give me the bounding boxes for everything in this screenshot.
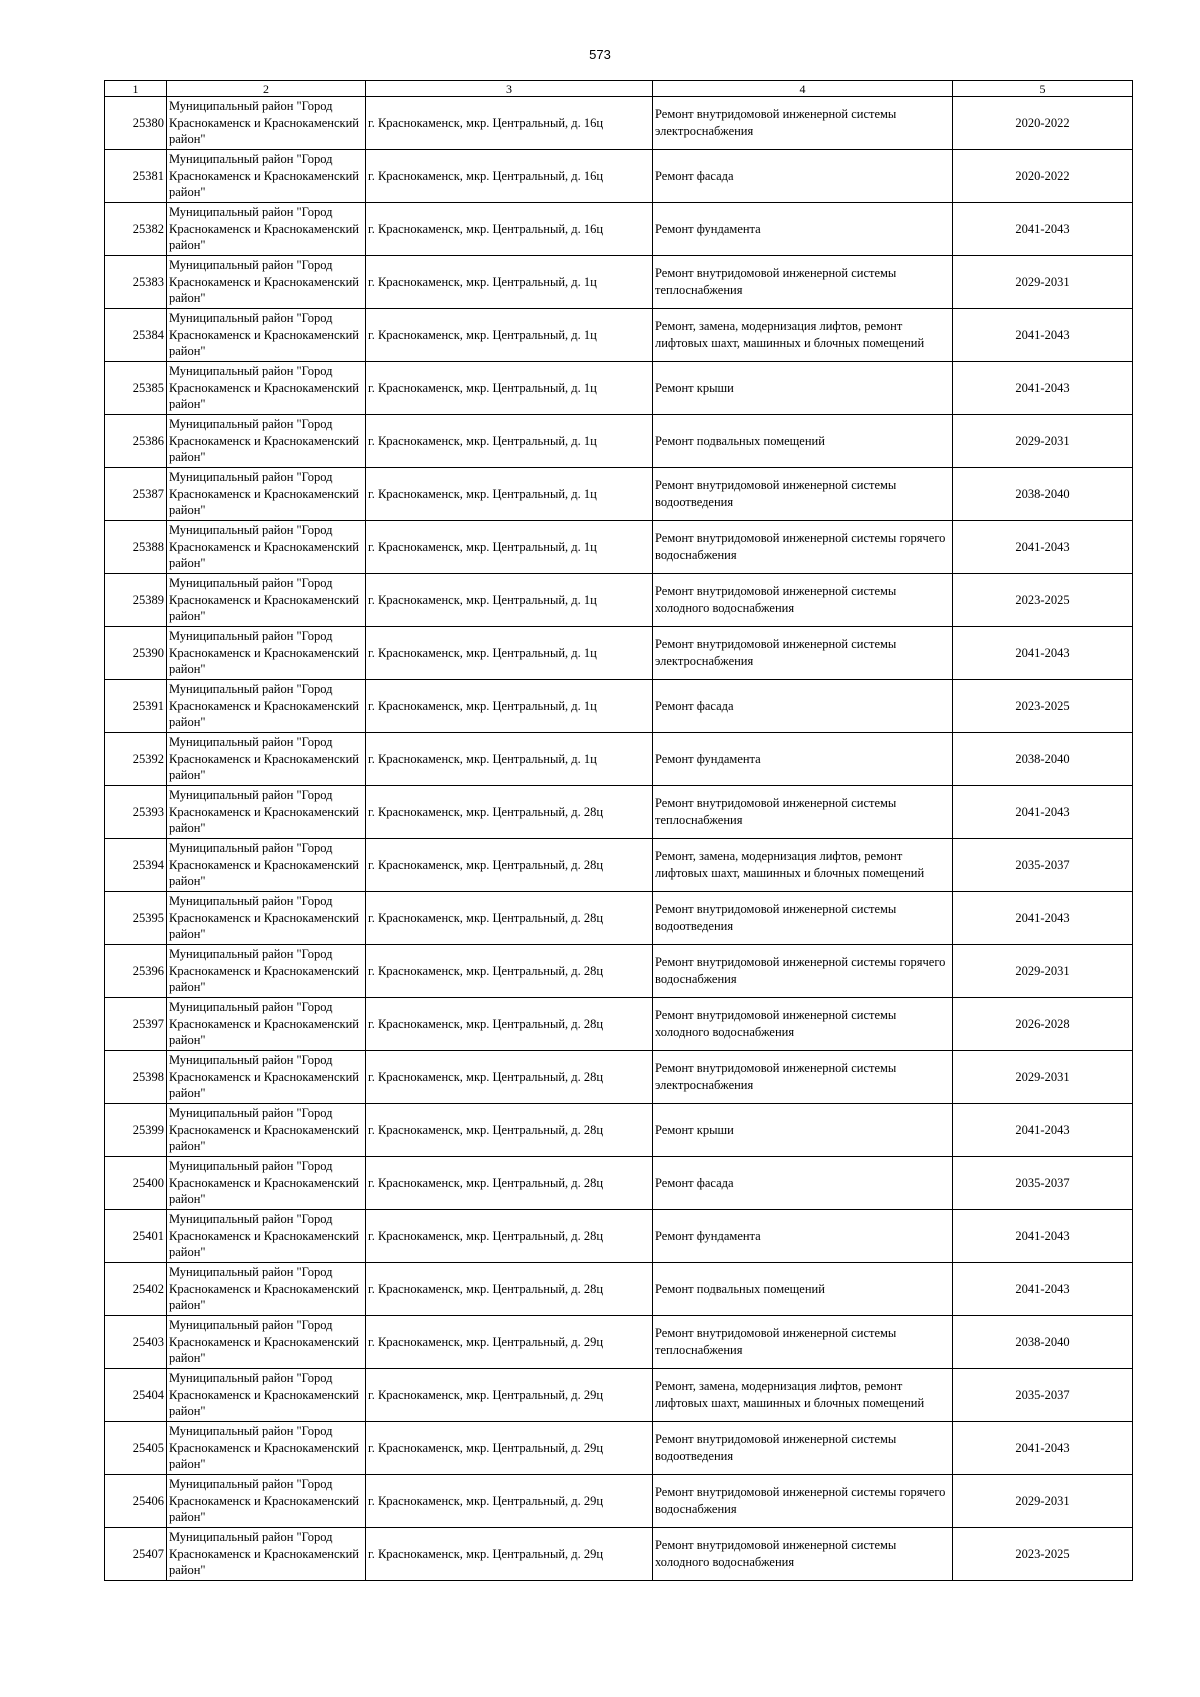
row-number-cell: 25395 bbox=[105, 892, 167, 945]
row-number-cell: 25397 bbox=[105, 998, 167, 1051]
period-cell: 2023-2025 bbox=[953, 680, 1133, 733]
period-cell: 2029-2031 bbox=[953, 415, 1133, 468]
row-number-cell: 25400 bbox=[105, 1157, 167, 1210]
district-cell: Муниципальный район "Город Краснокаменск и Краснокаменский район" bbox=[167, 1263, 366, 1316]
column-header: 3 bbox=[366, 81, 653, 97]
period-cell: 2020-2022 bbox=[953, 150, 1133, 203]
address-cell: г. Краснокаменск, мкр. Центральный, д. 28ц bbox=[366, 892, 653, 945]
work-type-cell: Ремонт подвальных помещений bbox=[653, 415, 953, 468]
column-header: 4 bbox=[653, 81, 953, 97]
work-type-cell: Ремонт крыши bbox=[653, 1104, 953, 1157]
district-cell: Муниципальный район "Город Краснокаменск и Краснокаменский район" bbox=[167, 1210, 366, 1263]
district-cell: Муниципальный район "Город Краснокаменск и Краснокаменский район" bbox=[167, 1316, 366, 1369]
work-type-cell: Ремонт фасада bbox=[653, 1157, 953, 1210]
column-header: 5 bbox=[953, 81, 1133, 97]
address-cell: г. Краснокаменск, мкр. Центральный, д. 1ц bbox=[366, 468, 653, 521]
table-row bbox=[105, 574, 1133, 627]
address-cell: г. Краснокаменск, мкр. Центральный, д. 1ц bbox=[366, 521, 653, 574]
district-cell: Муниципальный район "Город Краснокаменск и Краснокаменский район" bbox=[167, 1157, 366, 1210]
work-type-cell: Ремонт внутридомовой инженерной системы водоотведения bbox=[653, 468, 953, 521]
address-cell: г. Краснокаменск, мкр. Центральный, д. 28ц bbox=[366, 786, 653, 839]
work-type-cell: Ремонт внутридомовой инженерной системы холодного водоснабжения bbox=[653, 1528, 953, 1581]
address-cell: г. Краснокаменск, мкр. Центральный, д. 28ц bbox=[366, 945, 653, 998]
work-type-cell: Ремонт, замена, модернизация лифтов, ремонт лифтовых шахт, машинных и блочных помещений bbox=[653, 839, 953, 892]
work-type-cell: Ремонт, замена, модернизация лифтов, ремонт лифтовых шахт, машинных и блочных помещений bbox=[653, 309, 953, 362]
period-cell: 2041-2043 bbox=[953, 627, 1133, 680]
table-row bbox=[105, 150, 1133, 203]
period-cell: 2041-2043 bbox=[953, 1104, 1133, 1157]
row-number-cell: 25389 bbox=[105, 574, 167, 627]
row-number-cell: 25385 bbox=[105, 362, 167, 415]
address-cell: г. Краснокаменск, мкр. Центральный, д. 29ц bbox=[366, 1475, 653, 1528]
address-cell: г. Краснокаменск, мкр. Центральный, д. 16ц bbox=[366, 203, 653, 256]
work-type-cell: Ремонт фундамента bbox=[653, 1210, 953, 1263]
table-body bbox=[105, 97, 1133, 1581]
period-cell: 2026-2028 bbox=[953, 998, 1133, 1051]
row-number-cell: 25393 bbox=[105, 786, 167, 839]
row-number-cell: 25390 bbox=[105, 627, 167, 680]
work-type-cell: Ремонт внутридомовой инженерной системы горячего водоснабжения bbox=[653, 521, 953, 574]
work-type-cell: Ремонт внутридомовой инженерной системы электроснабжения bbox=[653, 627, 953, 680]
row-number-cell: 25383 bbox=[105, 256, 167, 309]
work-type-cell: Ремонт фасада bbox=[653, 150, 953, 203]
work-type-cell: Ремонт фундамента bbox=[653, 203, 953, 256]
table-row bbox=[105, 521, 1133, 574]
district-cell: Муниципальный район "Город Краснокаменск и Краснокаменский район" bbox=[167, 945, 366, 998]
address-cell: г. Краснокаменск, мкр. Центральный, д. 1ц bbox=[366, 627, 653, 680]
column-header: 2 bbox=[167, 81, 366, 97]
table-row bbox=[105, 1263, 1133, 1316]
period-cell: 2041-2043 bbox=[953, 1263, 1133, 1316]
table-row bbox=[105, 203, 1133, 256]
period-cell: 2023-2025 bbox=[953, 1528, 1133, 1581]
district-cell: Муниципальный район "Город Краснокаменск и Краснокаменский район" bbox=[167, 468, 366, 521]
work-type-cell: Ремонт фасада bbox=[653, 680, 953, 733]
address-cell: г. Краснокаменск, мкр. Центральный, д. 29ц bbox=[366, 1369, 653, 1422]
district-cell: Муниципальный район "Город Краснокаменск и Краснокаменский район" bbox=[167, 1422, 366, 1475]
address-cell: г. Краснокаменск, мкр. Центральный, д. 28ц bbox=[366, 1051, 653, 1104]
table-row bbox=[105, 1210, 1133, 1263]
work-type-cell: Ремонт внутридомовой инженерной системы холодного водоснабжения bbox=[653, 998, 953, 1051]
district-cell: Муниципальный район "Город Краснокаменск и Краснокаменский район" bbox=[167, 1475, 366, 1528]
work-type-cell: Ремонт внутридомовой инженерной системы водоотведения bbox=[653, 892, 953, 945]
row-number-cell: 25404 bbox=[105, 1369, 167, 1422]
district-cell: Муниципальный район "Город Краснокаменск и Краснокаменский район" bbox=[167, 150, 366, 203]
period-cell: 2020-2022 bbox=[953, 97, 1133, 150]
work-type-cell: Ремонт внутридомовой инженерной системы электроснабжения bbox=[653, 1051, 953, 1104]
table-row bbox=[105, 945, 1133, 998]
row-number-cell: 25405 bbox=[105, 1422, 167, 1475]
table-row bbox=[105, 839, 1133, 892]
address-cell: г. Краснокаменск, мкр. Центральный, д. 28ц bbox=[366, 1210, 653, 1263]
period-cell: 2035-2037 bbox=[953, 839, 1133, 892]
period-cell: 2041-2043 bbox=[953, 786, 1133, 839]
period-cell: 2029-2031 bbox=[953, 1475, 1133, 1528]
address-cell: г. Краснокаменск, мкр. Центральный, д. 16ц bbox=[366, 150, 653, 203]
district-cell: Муниципальный район "Город Краснокаменск и Краснокаменский район" bbox=[167, 415, 366, 468]
row-number-cell: 25401 bbox=[105, 1210, 167, 1263]
table-row bbox=[105, 1369, 1133, 1422]
district-cell: Муниципальный район "Город Краснокаменск и Краснокаменский район" bbox=[167, 786, 366, 839]
period-cell: 2038-2040 bbox=[953, 468, 1133, 521]
period-cell: 2023-2025 bbox=[953, 574, 1133, 627]
period-cell: 2041-2043 bbox=[953, 362, 1133, 415]
row-number-cell: 25386 bbox=[105, 415, 167, 468]
district-cell: Муниципальный район "Город Краснокаменск и Краснокаменский район" bbox=[167, 574, 366, 627]
district-cell: Муниципальный район "Город Краснокаменск и Краснокаменский район" bbox=[167, 680, 366, 733]
row-number-cell: 25381 bbox=[105, 150, 167, 203]
address-cell: г. Краснокаменск, мкр. Центральный, д. 28ц bbox=[366, 998, 653, 1051]
table-row bbox=[105, 468, 1133, 521]
period-cell: 2035-2037 bbox=[953, 1157, 1133, 1210]
address-cell: г. Краснокаменск, мкр. Центральный, д. 29ц bbox=[366, 1422, 653, 1475]
row-number-cell: 25384 bbox=[105, 309, 167, 362]
district-cell: Муниципальный район "Город Краснокаменск и Краснокаменский район" bbox=[167, 1104, 366, 1157]
address-cell: г. Краснокаменск, мкр. Центральный, д. 29ц bbox=[366, 1316, 653, 1369]
row-number-cell: 25391 bbox=[105, 680, 167, 733]
table-row bbox=[105, 998, 1133, 1051]
table-row bbox=[105, 309, 1133, 362]
table-row bbox=[105, 1475, 1133, 1528]
address-cell: г. Краснокаменск, мкр. Центральный, д. 16ц bbox=[366, 97, 653, 150]
repair-schedule-table bbox=[104, 80, 1133, 1581]
district-cell: Муниципальный район "Город Краснокаменск и Краснокаменский район" bbox=[167, 1369, 366, 1422]
table-row bbox=[105, 362, 1133, 415]
address-cell: г. Краснокаменск, мкр. Центральный, д. 1ц bbox=[366, 574, 653, 627]
address-cell: г. Краснокаменск, мкр. Центральный, д. 1ц bbox=[366, 733, 653, 786]
period-cell: 2029-2031 bbox=[953, 945, 1133, 998]
address-cell: г. Краснокаменск, мкр. Центральный, д. 1ц bbox=[366, 309, 653, 362]
district-cell: Муниципальный район "Город Краснокаменск и Краснокаменский район" bbox=[167, 839, 366, 892]
row-number-cell: 25380 bbox=[105, 97, 167, 150]
row-number-cell: 25392 bbox=[105, 733, 167, 786]
table-row bbox=[105, 1422, 1133, 1475]
district-cell: Муниципальный район "Город Краснокаменск и Краснокаменский район" bbox=[167, 1528, 366, 1581]
table-row bbox=[105, 256, 1133, 309]
table-row bbox=[105, 1528, 1133, 1581]
period-cell: 2041-2043 bbox=[953, 1210, 1133, 1263]
work-type-cell: Ремонт внутридомовой инженерной системы теплоснабжения bbox=[653, 1316, 953, 1369]
table-row bbox=[105, 892, 1133, 945]
period-cell: 2035-2037 bbox=[953, 1369, 1133, 1422]
district-cell: Муниципальный район "Город Краснокаменск и Краснокаменский район" bbox=[167, 521, 366, 574]
work-type-cell: Ремонт внутридомовой инженерной системы теплоснабжения bbox=[653, 786, 953, 839]
district-cell: Муниципальный район "Город Краснокаменск и Краснокаменский район" bbox=[167, 256, 366, 309]
row-number-cell: 25387 bbox=[105, 468, 167, 521]
district-cell: Муниципальный район "Город Краснокаменск и Краснокаменский район" bbox=[167, 892, 366, 945]
table-row bbox=[105, 680, 1133, 733]
work-type-cell: Ремонт внутридомовой инженерной системы горячего водоснабжения bbox=[653, 945, 953, 998]
work-type-cell: Ремонт внутридомовой инженерной системы водоотведения bbox=[653, 1422, 953, 1475]
table-row bbox=[105, 627, 1133, 680]
table-row bbox=[105, 786, 1133, 839]
table-row bbox=[105, 733, 1133, 786]
work-type-cell: Ремонт подвальных помещений bbox=[653, 1263, 953, 1316]
address-cell: г. Краснокаменск, мкр. Центральный, д. 28ц bbox=[366, 1263, 653, 1316]
work-type-cell: Ремонт внутридомовой инженерной системы теплоснабжения bbox=[653, 256, 953, 309]
address-cell: г. Краснокаменск, мкр. Центральный, д. 29ц bbox=[366, 1528, 653, 1581]
district-cell: Муниципальный район "Город Краснокаменск и Краснокаменский район" bbox=[167, 1051, 366, 1104]
table-row bbox=[105, 1104, 1133, 1157]
address-cell: г. Краснокаменск, мкр. Центральный, д. 1ц bbox=[366, 256, 653, 309]
address-cell: г. Краснокаменск, мкр. Центральный, д. 28ц bbox=[366, 839, 653, 892]
period-cell: 2041-2043 bbox=[953, 1422, 1133, 1475]
work-type-cell: Ремонт, замена, модернизация лифтов, ремонт лифтовых шахт, машинных и блочных помещений bbox=[653, 1369, 953, 1422]
table-header-row bbox=[105, 81, 1133, 97]
column-header: 1 bbox=[105, 81, 167, 97]
row-number-cell: 25399 bbox=[105, 1104, 167, 1157]
address-cell: г. Краснокаменск, мкр. Центральный, д. 1ц bbox=[366, 680, 653, 733]
row-number-cell: 25394 bbox=[105, 839, 167, 892]
row-number-cell: 25388 bbox=[105, 521, 167, 574]
table-row bbox=[105, 1316, 1133, 1369]
period-cell: 2041-2043 bbox=[953, 203, 1133, 256]
row-number-cell: 25407 bbox=[105, 1528, 167, 1581]
work-type-cell: Ремонт крыши bbox=[653, 362, 953, 415]
table-row bbox=[105, 1157, 1133, 1210]
period-cell: 2029-2031 bbox=[953, 256, 1133, 309]
address-cell: г. Краснокаменск, мкр. Центральный, д. 28ц bbox=[366, 1104, 653, 1157]
row-number-cell: 25396 bbox=[105, 945, 167, 998]
period-cell: 2029-2031 bbox=[953, 1051, 1133, 1104]
district-cell: Муниципальный район "Город Краснокаменск и Краснокаменский район" bbox=[167, 733, 366, 786]
district-cell: Муниципальный район "Город Краснокаменск и Краснокаменский район" bbox=[167, 309, 366, 362]
period-cell: 2041-2043 bbox=[953, 892, 1133, 945]
district-cell: Муниципальный район "Город Краснокаменск и Краснокаменский район" bbox=[167, 203, 366, 256]
row-number-cell: 25382 bbox=[105, 203, 167, 256]
period-cell: 2041-2043 bbox=[953, 309, 1133, 362]
district-cell: Муниципальный район "Город Краснокаменск и Краснокаменский район" bbox=[167, 627, 366, 680]
period-cell: 2038-2040 bbox=[953, 733, 1133, 786]
row-number-cell: 25402 bbox=[105, 1263, 167, 1316]
table-row bbox=[105, 97, 1133, 150]
row-number-cell: 25403 bbox=[105, 1316, 167, 1369]
period-cell: 2038-2040 bbox=[953, 1316, 1133, 1369]
row-number-cell: 25406 bbox=[105, 1475, 167, 1528]
page-number: 573 bbox=[589, 47, 611, 62]
district-cell: Муниципальный район "Город Краснокаменск и Краснокаменский район" bbox=[167, 362, 366, 415]
address-cell: г. Краснокаменск, мкр. Центральный, д. 1ц bbox=[366, 362, 653, 415]
table-row bbox=[105, 415, 1133, 468]
district-cell: Муниципальный район "Город Краснокаменск и Краснокаменский район" bbox=[167, 998, 366, 1051]
row-number-cell: 25398 bbox=[105, 1051, 167, 1104]
work-type-cell: Ремонт внутридомовой инженерной системы холодного водоснабжения bbox=[653, 574, 953, 627]
work-type-cell: Ремонт внутридомовой инженерной системы электроснабжения bbox=[653, 97, 953, 150]
period-cell: 2041-2043 bbox=[953, 521, 1133, 574]
table-row bbox=[105, 1051, 1133, 1104]
work-type-cell: Ремонт внутридомовой инженерной системы горячего водоснабжения bbox=[653, 1475, 953, 1528]
work-type-cell: Ремонт фундамента bbox=[653, 733, 953, 786]
address-cell: г. Краснокаменск, мкр. Центральный, д. 28ц bbox=[366, 1157, 653, 1210]
address-cell: г. Краснокаменск, мкр. Центральный, д. 1ц bbox=[366, 415, 653, 468]
district-cell: Муниципальный район "Город Краснокаменск и Краснокаменский район" bbox=[167, 97, 366, 150]
